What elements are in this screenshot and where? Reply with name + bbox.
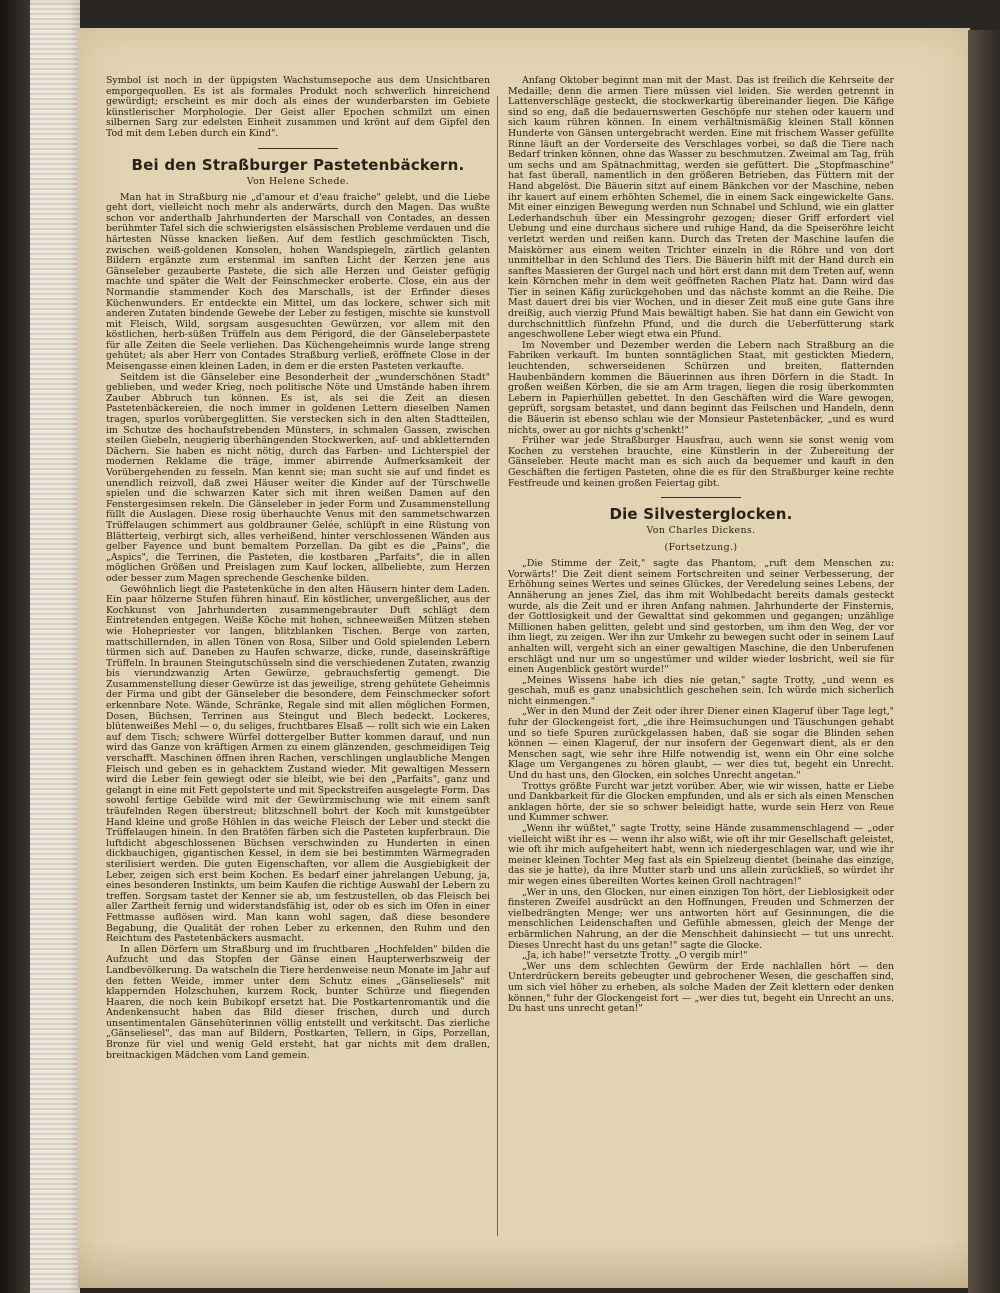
article3-paragraph: „Wenn ihr wüßtet," sagte Trotty, seine Hände zusammenschlagend — „oder vielleicht wißt ihr es — wenn ihr also wißt, wie oft ihr mir Gesellschaft geleistet, wie oft ihr mich aufgeheitert habt, wenn ich niedergeschlagen war, und wie ihr meiner kleinen Tochter Meg fast als ein Spielzeug dientet (beinahe das einzige, das sie je hatte), da ihre Mutter starb und uns allein zurückließ, so würdet ihr mir wegen eines übereilten Wortes keinen Groll nachtragen!" — [508, 823, 894, 887]
page-edge — [968, 30, 1000, 1293]
article2-paragraph: Seitdem ist die Gänseleber eine Besonderheit der „wunderschönen Stadt" geblieben, und weder Krieg, noch politische Nöte und Umstände haben ihrem Zauber Abbruch tun können. Es ist, als sei die Zeit an diesen Pastetenbäckereien, die noch immer in goldenen Lettern dieselben Namen tragen, spurlos vorübergeglitten. Sie verstecken sich in den alten Stadtteilen, im Schutze des hochaufstrebenden Münsters, in schmalen Gassen, zwischen steilen Giebeln, neugierig überhängenden Stockwerken, auf- und abkletternden Dächern. Sie haben es nicht nötig, durch das Farben- und Lichterspiel der modernen Reklame die träge, immer abirrende Aufmerksamkeit der Vorübergehenden zu fesseln. Man kennt sie; man sucht sie auf und findet es unendlich reizvoll, daß zwei Häuser weiter die Kinder auf der Türschwelle spielen und die schwarzen Kater sich mit ihren weißen Damen auf den Fenstergesimsen rekeln. Die Gänseleber in jeder Form und Zusammenstellung füllt die Auslagen. Diese rosig überhauchte Venus mit den sammetschwarzen Trüffelaugen schimmert aus goldbrauner Gelée, schlüpft in eine Rüstung von Blätterteig, verbirgt sich, alles verheißend, hinter verschlossenen Wänden aus gelber Fayence und bunt bemaltem Porzellan. Da gibt es die „Pains", die „Aspics", die Terrinen, die Pasteten, die kostbaren „Parfaits", die in allen möglichen Größen und Preislagen zum Kauf locken, allbeliebte, zum Herzen oder besser zum Magen sprechende Geschenke bilden. — [106, 371, 490, 584]
article3-paragraph: „Wer in uns, den Glocken, nur einen einzigen Ton hört, der Lieblosigkeit oder finsteren Zweifel ausdrückt an den Hoffnungen, Freuden und Schmerzen der vielbedrängten Menge; wer uns antworten hört auf Gesinnungen, die die menschlichen Leidenschaften und Gefühle abmessen, gleich der Menge der erbärmlichen Nahrung, an der die Menschheit dahinsiecht — tut uns unrecht. Dieses Unrecht hast du uns getan!" sagte die Glocke. — [508, 886, 894, 951]
article2-title: Bei den Straßburger Pastetenbäckern. — [131, 155, 465, 174]
right-column — [508, 76, 894, 1241]
article1-continuation: Symbol ist noch in der üppigsten Wachstumsepoche aus dem Unsichtbaren emporgequollen. Es ist als formales Produkt noch schwerlich hinreichend gewürdigt; erscheint es mir doch als eines der wunderbarsten im Gebiete künstlerischer Morphologie. Der Geist aller Epochen schmilzt um einen silbernen Sarg zur edelsten Einheit zusammen und krönt auf dem Gipfel den Tod mit dem Leben durch ein Kind". — [106, 76, 490, 139]
section-rule — [661, 497, 741, 498]
left-column — [106, 76, 490, 1241]
article3-continued-note: (Fortsetzung.) — [664, 542, 738, 554]
article2-paragraph: Anfang Oktober beginnt man mit der Mast. Das ist freilich die Kehrseite der Medaille; denn die armen Tiere müssen viel leiden. Sie werden getrennt in Lattenverschläge gesteckt, die stockwerkartig übereinander liegen. Die Käfige sind so eng, daß die bedauernswerten Geschöpfe nur stehen oder kauern und sich kaum rühren können. In einem verhältnismäßig kleinen Stall können Hunderte von Gänsen untergebracht werden. Eine mit frischem Wasser gefüllte Rinne läuft an der Vorderseite des Verschlages vorbei, so daß die Tiere nach Bedarf trinken können, ohne das Wasser zu beschmutzen. Zweimal am Tag, früh um sechs und am Spätnachmittag, werden sie gefüttert. Die „Stopfmaschine" hat fast überall, namentlich in den größeren Betrieben, das Füttern mit der Hand abgelöst. Die Bäuerin sitzt auf einem Bänkchen vor der Maschine, neben ihr kauert auf einem erhöhten Schemel, die in einem Sack eingewickelte Gans. Mit einer einzigen Bewegung werden nun Schnabel und Schlund, wie ein glatter Lederhandschuh über ein Messingrohr gezogen; dieser Griff erfordert viel Uebung und eine durchaus sichere und ruhige Hand, da die Speiseröhre leicht verletzt werden und reißen kann. Durch das Treten der Maschine laufen die Maiskörner aus einem weiten Trichter einzeln in die Röhre und von dort unmittelbar in den Schlund des Tiers. Die Bäuerin hilft mit der Hand durch ein sanftes Massieren der Gurgel nach und hört erst dann mit dem Treten auf, wenn kein Körnchen mehr in dem weit geöffneten Rachen Platz hat. Dann wird das Tier in seinen Käfig zurückgehoben und das nächste kommt an die Reihe. Die Mast dauert drei bis vier Wochen, und in dieser Zeit muß eine gute Gans ihre dreißig, auch vierzig Pfund Mais bewältigt haben. Sie hat dann ein Gewicht von durchschnittlich fünfzehn Pfund, und die durch die Ueberfütterung stark angeschwollene Leber wiegt etwa ein Pfund. — [508, 76, 894, 341]
article3-paragraph: Trottys größte Furcht war jetzt vorüber. Aber, wie wir wissen, hatte er Liebe und Dankbarkeit für die Glocken empfunden, und als er sich als einen Menschen anklagen hörte, der sie so schwer beleidigt hatte, wurde sein Herz von Reue und Kummer schwer. — [508, 780, 894, 824]
article2-paragraph: Im November und Dezember werden die Lebern nach Straßburg an die Fabriken verkauft. Im bunten sonntäglichen Staat, mit gestickten Miedern, leuchtenden, schwerseidenen Schürzen und breiten, flatternden Haubenbändern kommen die Bäuerinnen aus ihren Dörfern in die Stadt. In großen weißen Körben, die sie am Arm tragen, liegen die rosig überkommten Lebern in Papierhüllen gebettet. In den Geschäften wird die Ware gewogen, geprüft, sorgsam betastet, und dann beginnt das Feilschen und Handeln, denn die Bäuerin ist ebenso schlau wie der Monsieur Pastetenbäcker, „und es wurd nichts, ower au gor nichts g'schenkt!" — [508, 339, 894, 436]
article3-paragraph: „Die Stimme der Zeit," sagte das Phantom, „ruft dem Menschen zu: Vorwärts!' Die Zeit dient seinem Fortschreiten und seiner Verbesserung, der Erhöhung seines Wertes und seines Glückes, der Veredelung seines Lebens, der Annäherung an jenes Ziel, das ihm mit Wohlbedacht bereits damals gesteckt wurde, als die Zeit und er ihren Anfang nahmen. Jahrhunderte der Finsternis, der Gottlosigkeit und der Gewalttat sind gekommen und gegangen; unzählige Millionen haben gelitten, gelebt und sind gestorben, um ihm den Weg, der vor ihm liegt, zu zeigen. Wer ihn zur Umkehr zu bewegen sucht oder in seinem Lauf anhalten will, vergeht sich an einer gewaltigen Maschine, die den Unberufenen erschlägt und nur um so ungestümer und wilder wieder losbricht, weil sie für einen Augenblick gestört wurde!" — [508, 558, 894, 676]
article2-paragraph: Früher war jede Straßburger Hausfrau, auch wenn sie sonst wenig vom Kochen zu verstehen brauchte, eine Künstlerin in der Zubereitung der Gänseleber. Heute macht man es sich auch da bequemer und kauft in den Geschäften die fertigen Pasteten, ohne die es für den Straßburger keine rechte Festfreude und keinen großen Feiertag gibt. — [508, 435, 894, 489]
book-spine — [0, 0, 30, 1293]
article3-paragraph: „Wer uns dem schlechten Gewürm der Erde nachlallen hört — den Unterdrückern bereits gebeugter und gebrochener Wesen, die geschaffen sind, um sich viel höher zu erheben, als solche Maden der Zeit klettern oder denken können," fuhr der Glockengeist fort — „wer dies tut, begeht ein Unrecht an uns. Du hast uns unrecht getan!" — [508, 960, 894, 1015]
article2-paragraph: Gewöhnlich liegt die Pastetenküche in den alten Häusern hinter dem Laden. Ein paar hölzerne Stufen führen hinauf. Ein köstlicher, unvergeßlicher, aus der Kochkunst von Jahrhunderten zusammengebrauter Duft schlägt dem Eintretenden entgegen. Weiße Köche mit hohen, schneeweißen Mützen stehen wie Hohepriester vor langen, blitzblanken Tischen. Berge von zarten, mattschillernden, in allen Tönen von Rosa, Silber und Gold spielenden Lebern türmen sich auf. Daneben zu Haufen schwarze, dicke, runde, daseinskräftige Trüffeln. In braunen Steingutschüsseln sind die verschiedenen Zutaten, zwanzig bis vierundzwanzig Arten Gewürze, gebrauchsfertig gemengt. Die Zusammenstellung dieser Gewürze ist das jeweilige, streng gehütete Geheimnis der Firma und gibt der Gänseleber die besondere, dem Feinschmecker sofort erkennbare Note. Wände, Schränke, Regale sind mit allen möglichen Formen, Dosen, Büchsen, Terrinen aus Steingut und Blech bedeckt. Lockeres, blütenweißes Mehl — o, du seliges, fruchtbares Elsaß — rollt sich wie ein Laken auf dem Tisch; schwere Würfel dottergelber Butter kommen darauf, und nun wird das Ganze von kräftigen Armen zu einem glänzenden, geschmeidigen Teig verschafft. Maschinen öffnen ihren Rachen, verschlingen unglaubliche Mengen Fleisch und geben es in gehacktem Zustand wieder. Mit gewaltigen Messern wird die Leber fein gewiegt oder sie bleibt, wie bei den „Parfaits", ganz und gelangt in eine mit Fett gepolsterte und mit Speckstreifen ausgelegte Form. Das sowohl fertige Gebilde wird mit der Gewürzmischung wie mit einem sanft träufelnden Regen überstreut; blitzschnell bohrt der Koch mit kunstgeübter Hand kleine und große Höhlen in das weiche Fleisch der Leber und steckt die Trüffelaugen hinein. In den Bratöfen färben sich die Pasteten kupferbraun. Die luftdicht abgeschlossenen Büchsen verschwinden zu Hunderten in einen dickbauchigen, gigantischen Kessel, in dem sie bei bestimmten Wärmegraden sterilisiert werden. Die guten Eigenschaften, vor allem die Ausgiebigkeit der Leber, zeigen sich erst beim Kochen. Es bedarf einer jahrelangen Uebung, ja, eines besonderen Instinkts, um beim Kaufen die richtige Auswahl der Lebern zu treffen. Sorgsam tastet der Kenner sie ab, um festzustellen, ob das Fleisch bei aller Zartheit fernig und widerstandsfähig ist, oder ob es sich im Ofen in einer Fettmasse auflösen wird. Man kann wohl sagen, daß diese besondere Begabung, die Qualität der rohen Leber zu erkennen, den Ruhm und den Reichtum des Pastetenbäckers ausmacht. — [106, 583, 490, 945]
page-shadow — [78, 1240, 970, 1288]
article3-title: Die Silvesterglocken. — [609, 505, 793, 524]
article3-paragraph: „Wer in den Mund der Zeit oder ihrer Diener einen Klageruf über Tage legt," fuhr der Glockengeist fort, „die ihre Heimsuchungen und Täuschungen gehabt und so tiefe Spuren zurückgelassen haben, daß sie sogar die Blinden sehen können — einen Klageruf, der nur insofern der Gegenwart dient, als er den Menschen sagt, wie sehr ihre Hilfe notwendig ist, wenn ein Ohr eine solche Klage um Vergangenes zu hören glaubt, — wer dies tut, begeht ein Unrecht. Und du hast uns, den Glocken, ein solches Unrecht angetan." — [508, 706, 894, 782]
article2-byline: Von Helene Schede. — [246, 175, 350, 187]
article3-paragraph: „Ja, ich habe!" versetzte Trotty. „O vergib mir!" — [522, 950, 748, 962]
column-divider — [497, 96, 498, 1236]
article3-paragraph: „Meines Wissens habe ich dies nie getan," sagte Trotty, „und wenn es geschah, muß es ganz unabsichtlich geschehen sein. Ich würde mich sicherlich nicht einmengen." — [508, 674, 894, 707]
binding-strip — [30, 0, 80, 1293]
article2-paragraph: In allen Dörfern um Straßburg und im fruchtbaren „Hochfelden" bilden die Aufzucht und das Stopfen der Gänse einen Haupterwerbszweig der Landbevölkerung. Da watscheln die Tiere herdenweise neun Monate im Jahr auf den fetten Weide, immer unter dem Schutz eines „Gänseliesels" mit klappernden Holzschuhen, kurzem Rock, bunter Schürze und fliegenden Haaren, die noch kein Bubikopf ersetzt hat. Die Postkartenromantik und die Andenkensucht haben das Bild dieser frischen, durch und durch unsentimentalen Gänsehüterinnen völlig entstellt und verkitscht. Das zierliche „Gänseliesel", das man auf Bildern, Postkarten, Tellern, in Gips, Porzellan, Bronze für viel und wenig Geld ersteht, hat gar nichts mit dem drallen, breitnackigen Mädchen vom Land gemein. — [106, 943, 490, 1061]
section-rule — [258, 148, 338, 149]
article3-byline: Von Charles Dickens. — [646, 525, 756, 537]
article2-paragraph: Man hat in Straßburg nie „d'amour et d'eau fraiche" gelebt, und die Liebe geht dort, vielleicht noch mehr als anderwärts, durch den Magen. Das wußte schon vor anderthalb Jahrhunderten der Marschall von Contades, an dessen berühmter Tafel sich die schwierigsten elsässischen Probleme verdauen und die härtesten Nüsse knacken ließen. Auf dem festlich geschmückten Tisch, zwischen weiß-goldenen Konsolen, hohen Wandspiegeln, zärtlich gelanten Bildern ergänzte zum erstenmal im sanften Licht der Kerzen jene aus Gänseleber gezauberte Pastete, die sich alle Herzen und Geister gefügig machte und später die Welt der Feinschmecker eroberte. Close, ein aus der Normandie stammender Koch des Marschalls, ist der Erfinder dieses Küchenwunders. Er entdeckte ein Mittel, um das lockere, schwer sich mit anderen Zutaten bindende Gewebe der Leber zu festigen, mischte sie kunstvoll mit Fleisch, Wild, sorgsam ausgesuchten Gewürzen, vor allem mit den köstlichen, herb-süßen Trüffeln aus dem Périgord, die der Gänseleberpastete für alle Zeiten die Seele verliehen. Das Küchengeheimnis wurde lange streng gehütet; als aber Herr von Contades Straßburg verließ, eröffnete Close in der Meisengasse einen kleinen Laden, in dem er die ersten Pasteten verkaufte. — [106, 191, 490, 373]
